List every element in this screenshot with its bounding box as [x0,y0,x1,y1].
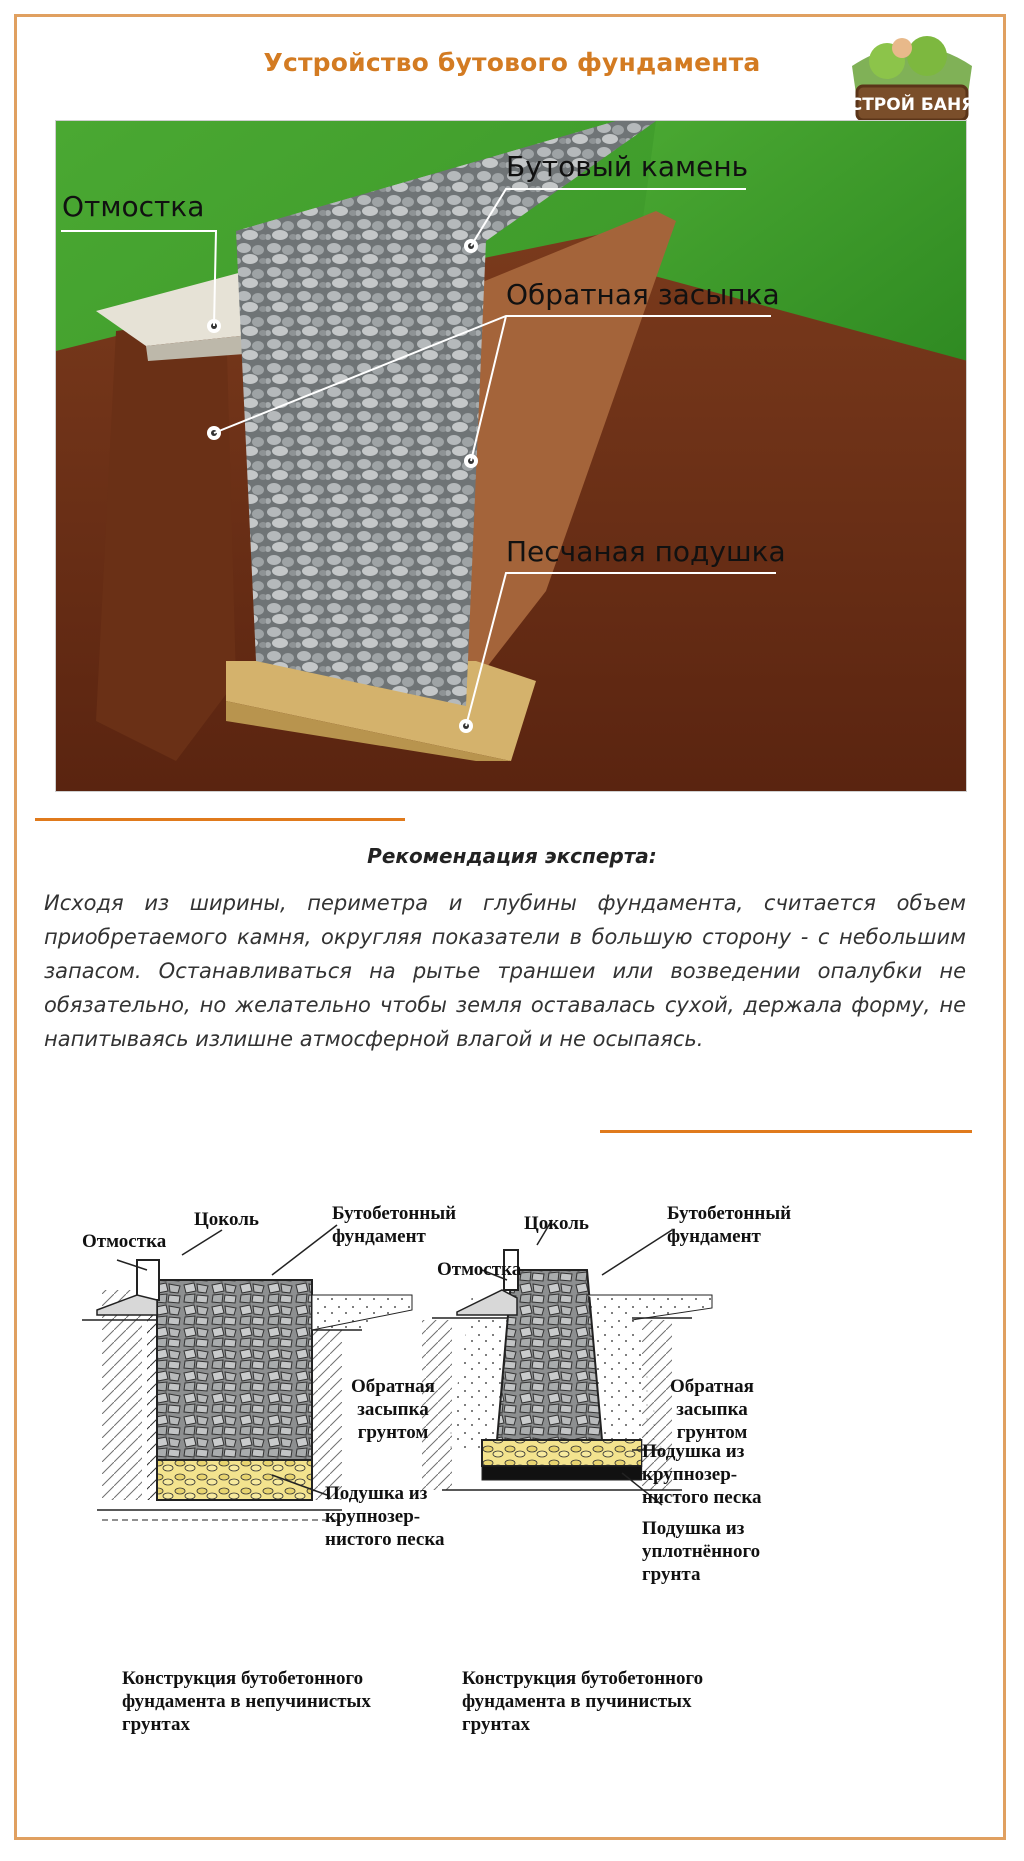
right-label-backfill: Обратная засыпка грунтом [670,1376,754,1443]
left-label-cushion: Подушка из крупнозер-нистого песка [325,1483,445,1550]
expert-heading: Рекомендация эксперта: [367,844,657,868]
left-label-foundation: Бутобетонный фундамент [332,1203,457,1247]
expert-text: Исходя из ширины, периметра и глубины фундамента, считается объем приобретаемого камня, округляя показатели в большую сторону - с небольшим запасом. Останавливаться на рытье траншеи или возведении опалубки не обязательно, но желательно чтобы земля оставалась сухой, держала форму, не напитываясь излишне атмосферной влагой и не осыпаясь. [44,891,966,1051]
left-caption: Конструкция бутобетонного фундамента в непучинистых грунтах [122,1668,371,1735]
left-label-backfill: Обратная засыпка грунтом [351,1376,435,1443]
label-sand-cushion: Песчаная подушка [506,535,786,568]
divider-top [35,818,405,821]
foundation-illustration [55,120,967,792]
technical-diagrams [42,1150,972,1770]
right-label-blind-area: Отмостка [437,1259,522,1280]
right-label-foundation: Бутобетонный фундамент [667,1203,792,1247]
label-rubble-stone: Бутовый камень [506,150,749,183]
right-label-cushion-soil: Подушка из уплотнённого грунта [642,1518,761,1585]
page-title: Устройство бутового фундамента [263,48,761,77]
right-caption: Конструкция бутобетонного фундамента в пучинистых грунтах [462,1668,704,1735]
label-backfill: Обратная засыпка [506,278,780,311]
left-label-plinth: Цоколь [194,1209,259,1230]
divider-bottom [600,1130,972,1133]
label-blind-area: Отмостка [62,190,205,223]
right-label-cushion-sand: Подушка из крупнозер-нистого песка [642,1441,762,1508]
left-label-blind-area: Отмостка [82,1231,167,1252]
right-label-plinth: Цоколь [524,1213,589,1234]
logo-text: СТРОЙ БАНЯ [849,95,975,115]
